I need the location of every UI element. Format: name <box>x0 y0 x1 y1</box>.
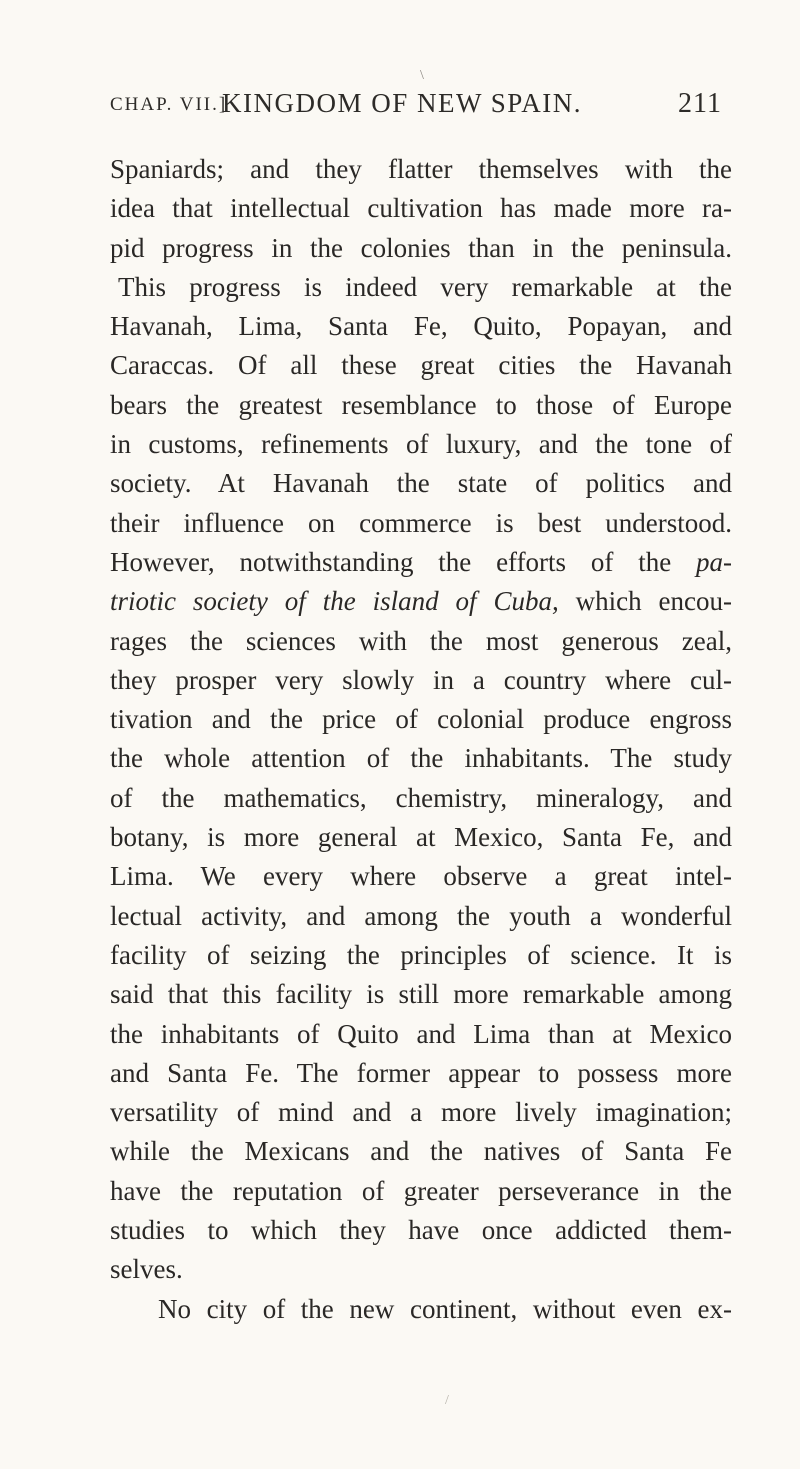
text-line-19: Lima. We every where observe a great intel- <box>110 861 732 892</box>
text-line-16: the whole attention of the inhabitants. The study <box>110 743 732 774</box>
body-text <box>110 150 732 1329</box>
pencil-mark: / <box>445 1393 449 1408</box>
text-line-24: and Santa Fe. The former appear to possess more <box>110 1057 732 1088</box>
text-line-12 <box>110 582 732 621</box>
text-line-20: lectual activity, and among the youth a wonderful <box>110 900 732 931</box>
text-line-11-italic: pa- <box>696 546 733 577</box>
text-line-28: studies to which they have once addicted them- <box>110 1215 732 1246</box>
text-line-7: bears the greatest resemblance to those of Europe <box>110 389 732 420</box>
text-line-22: said that this facility is still more remarkable among <box>110 979 732 1010</box>
text-line-10: their influence on commerce is best understood. <box>110 507 732 538</box>
text-line-13: rages the sciences with the most generous zeal, <box>110 625 732 656</box>
text-line-2: idea that intellectual cultivation has made more ra- <box>110 193 732 224</box>
text-line-23: the inhabitants of Quito and Lima than at Mexico <box>110 1018 732 1049</box>
text-line-29: selves. <box>110 1254 183 1285</box>
text-line-27: have the reputation of greater perseverance in the <box>110 1175 732 1206</box>
text-line-25: versatility of mind and a more lively imagination; <box>110 1097 732 1128</box>
text-line-11 <box>110 543 732 582</box>
text-line-21: facility of seizing the principles of science. It is <box>110 939 732 970</box>
text-line-12-roman: which encou- <box>558 586 732 617</box>
text-line-15: tivation and the price of colonial produce engross <box>110 704 732 735</box>
running-title: KINGDOM OF NEW SPAIN. <box>222 88 583 118</box>
text-line-5: Havanah, Lima, Santa Fe, Quito, Popayan, and <box>110 311 732 342</box>
text-line-26: while the Mexicans and the natives of Santa Fe <box>110 1136 732 1167</box>
text-line-12-italic: triotic society of the island of Cuba, <box>110 586 559 617</box>
text-line-14: they prosper very slowly in a country where cul- <box>110 664 732 695</box>
text-line-3: pid progress in the colonies than in the peninsula. <box>110 232 732 263</box>
chapter-label: CHAP. VII.] <box>110 94 228 115</box>
ink-mark: \ <box>420 68 424 83</box>
text-line-1: Spaniards; and they flatter themselves with the <box>110 154 732 184</box>
page-number: 211 <box>678 88 722 119</box>
text-line-11-main: However, notwithstanding the efforts of the <box>110 546 672 577</box>
text-line-8: in customs, refinements of luxury, and the tone of <box>110 429 732 460</box>
text-line-30: No city of the new continent, without even ex- <box>158 1293 732 1324</box>
text-line-18: botany, is more general at Mexico, Santa Fe, and <box>110 822 732 853</box>
text-line-17: of the mathematics, chemistry, mineralogy, and <box>110 782 732 813</box>
text-line-9: society. At Havanah the state of politics and <box>110 468 732 499</box>
text-line-4: This progress is indeed very remarkable at the <box>118 271 732 302</box>
running-head <box>110 88 722 128</box>
text-line-6: Caraccas. Of all these great cities the Havanah <box>110 350 732 381</box>
